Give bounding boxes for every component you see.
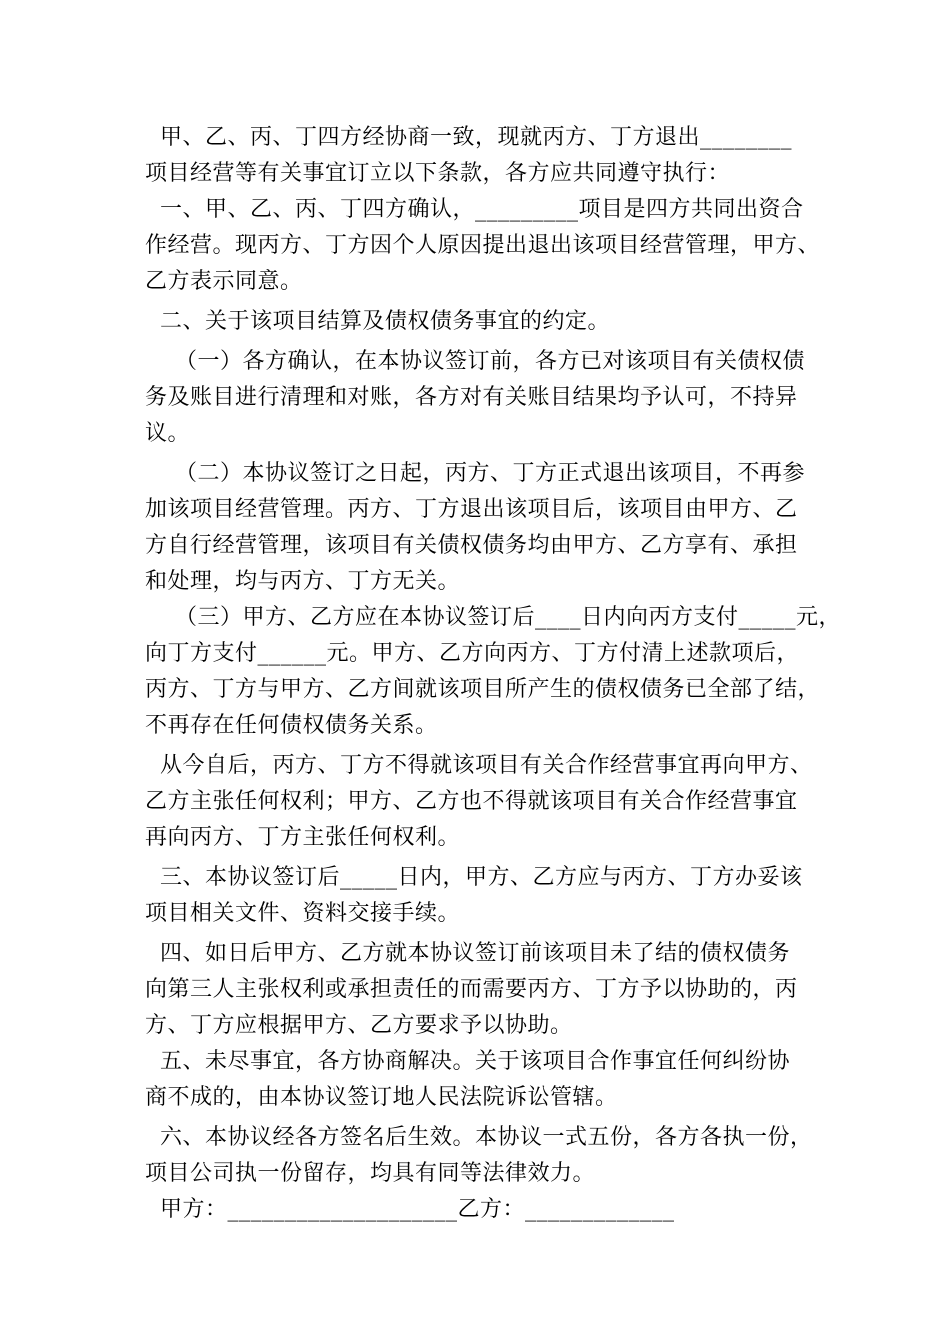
text-line: 二、关于该项目结算及债权债务事宜的约定。 [145,309,610,334]
text-line: 方、丁方应根据甲方、乙方要求予以协助。 [145,1013,573,1038]
text-line: 加该项目经营管理。丙方、丁方退出该项目后，该项目由甲方、乙 [145,497,798,522]
text-line: 四、如日后甲方、乙方就本协议签订前该项目未了结的债权债务 [145,941,790,966]
text-line: 三、本协议签订后_____日内，甲方、乙方应与丙方、丁方办妥该 [145,865,803,890]
text-line: 项目经营等有关事宜订立以下条款，各方应共同遵守执行： [145,161,731,186]
text-line: 和处理，均与丙方、丁方无关。 [145,569,461,594]
text-line: 项目相关文件、资料交接手续。 [145,901,461,926]
text-line: 方自行经营管理，该项目有关债权债务均由甲方、乙方享有、承担 [145,533,798,558]
signature-line: 甲方：____________________乙方：_____________ [145,1197,675,1222]
text-line: 再向丙方、丁方主张任何权利。 [145,825,461,850]
text-line: 务及账目进行清理和对账，各方对有关账目结果均予认可，不持异 [145,385,798,410]
text-line: 乙方表示同意。 [145,269,303,294]
text-line: 六、本协议经各方签名后生效。本协议一式五份，各方各执一份， [145,1125,813,1150]
text-line: 五、未尽事宜，各方协商解决。关于该项目合作事宜任何纠纷协 [145,1049,790,1074]
text-line: 向丁方支付______元。甲方、乙方向丙方、丁方付清上述款项后， [145,641,800,666]
text-line: 商不成的，由本协议签订地人民法院诉讼管辖。 [145,1085,618,1110]
text-line: 不再存在任何债权债务关系。 [145,713,438,738]
text-line: 项目公司执一份留存，均具有同等法律效力。 [145,1161,596,1186]
text-line: 乙方主张任何权利；甲方、乙方也不得就该项目有关合作经营事宜 [145,789,798,814]
text-line: 向第三人主张权利或承担责任的而需要丙方、丁方予以协助的，丙 [145,977,798,1002]
text-line: （三）甲方、乙方应在本协议签订后____日内向丙方支付_____元， [145,605,841,630]
text-line: 甲、乙、丙、丁四方经协商一致，现就丙方、丁方退出________ [145,125,792,150]
text-line: 议。 [145,421,191,446]
text-line: （一）各方确认，在本协议签订前，各方已对该项目有关债权债 [145,349,805,374]
text-line: （二）本协议签订之日起，丙方、丁方正式退出该项目，不再参 [145,461,805,486]
text-line: 一、甲、乙、丙、丁四方确认，_________项目是四方共同出资合 [145,197,804,222]
text-line: 作经营。现丙方、丁方因个人原因提出退出该项目经营管理，甲方、 [145,233,821,258]
text-line: 丙方、丁方与甲方、乙方间就该项目所产生的债权债务已全部了结， [145,677,821,702]
text-line: 从今自后，丙方、丁方不得就该项目有关合作经营事宜再向甲方、 [145,753,813,778]
